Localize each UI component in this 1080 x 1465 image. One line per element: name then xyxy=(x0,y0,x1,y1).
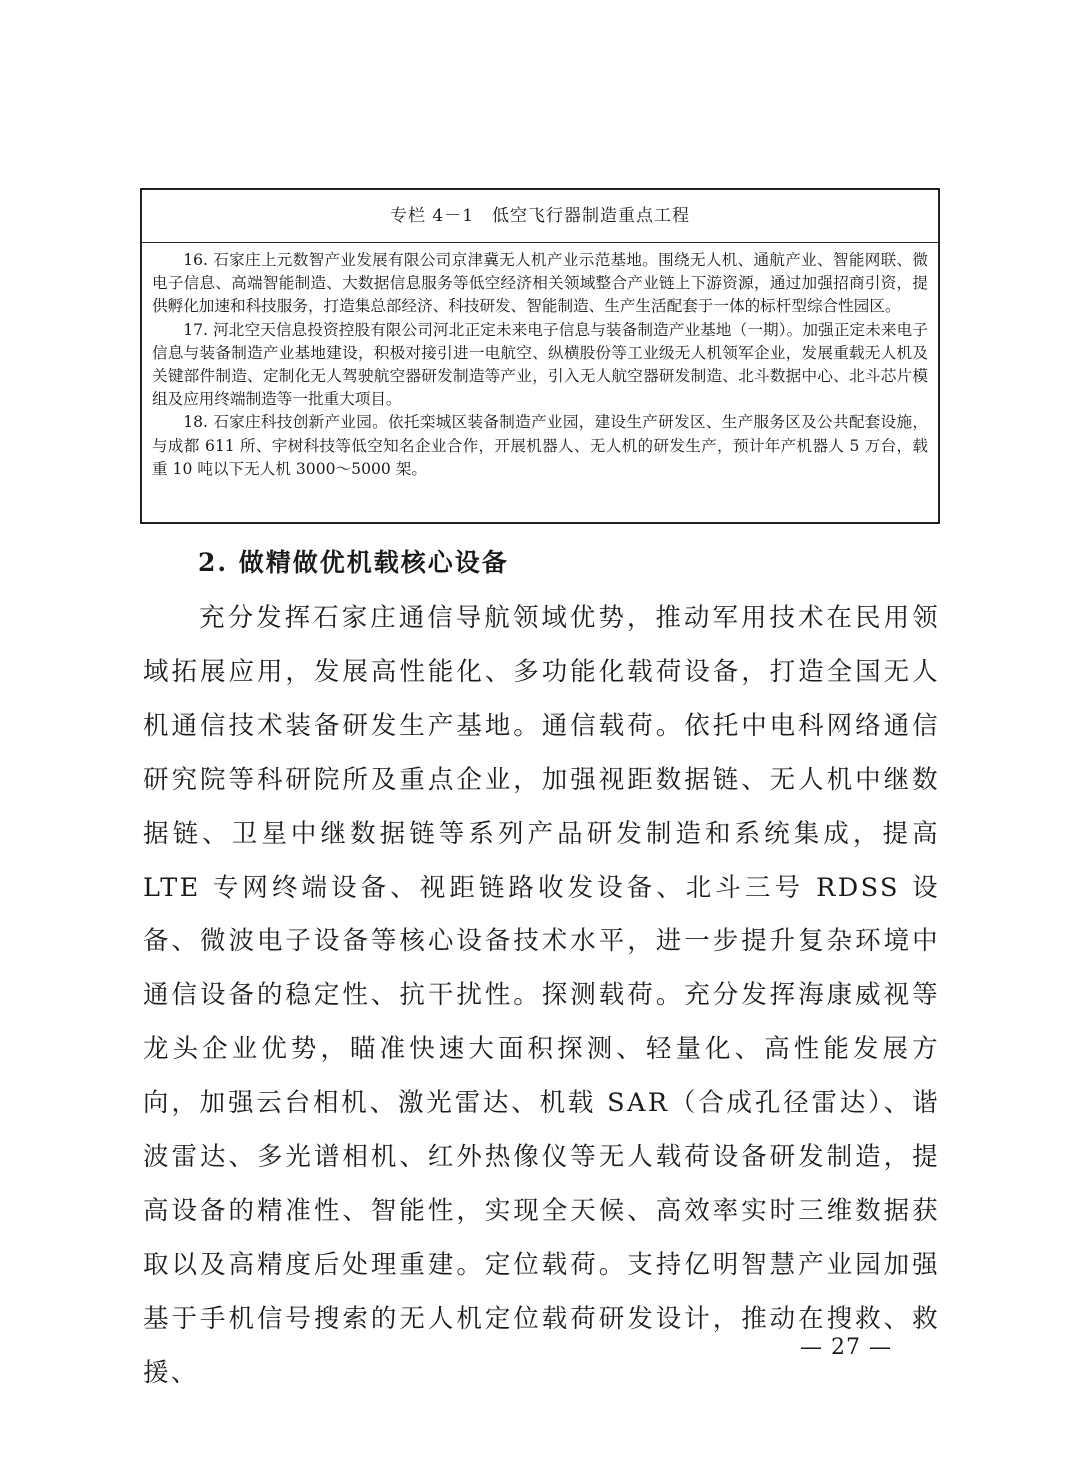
section-heading: 2. 做精做优机载核心设备 xyxy=(198,548,509,577)
column-box-item-17: 17. 河北空天信息投资控股有限公司河北正定未来电子信息与装备制造产业基地（一期）。加强正定未来电子信息与装备制造产业基地建设，积极对接引进一电航空、纵横股份等工业级无人机领军企业，发展重载无人机及关键部件制造、定制化无人驾驶航空器研发制造等产业，引入无人航空器研发制造、北斗数据中心、北斗芯片模组及应用终端制造等一批重大项目。 xyxy=(152,320,928,409)
page-number: — 27 — xyxy=(800,1335,892,1360)
column-box-item-16: 16. 石家庄上元数智产业发展有限公司京津冀无人机产业示范基地。围绕无人机、通航产业、智能网联、微电子信息、高端智能制造、大数据信息服务等低空经济相关领域整合产业链上下游资源，通过加强招商引资，提供孵化加速和科技服务，打造集总部经济、科技研发、智能制造、生产生活配套于一体的标杆型综合性园区。 xyxy=(152,251,928,316)
column-box-title: 专栏 4－1 低空飞行器制造重点工程 xyxy=(142,190,938,243)
column-box xyxy=(140,188,940,524)
column-box-body xyxy=(142,243,938,481)
section-paragraph: 充分发挥石家庄通信导航领域优势，推动军用技术在民用领域拓展应用，发展高性能化、多功能化载荷设备，打造全国无人机通信技术装备研发生产基地。通信载荷。依托中电科网络通信研究院等科研院所及重点企业，加强视距数据链、无人机中继数据链、卫星中继数据链等系列产品研发制造和系统集成，提高 LTE 专网终端设备、视距链路收发设备、北斗三号 RDSS 设备、微波电子设备等核心设备技术水平，进一步提升复杂环境中通信设备的稳定性、抗干扰性。探测载荷。充分发挥海康威视等龙头企业优势，瞄准快速大面积探测、轻量化、高性能发展方向，加强云台相机、激光雷达、机载 SAR（合成孔径雷达）、谐波雷达、多光谱相机、红外热像仪等无人载荷设备研发制造，提高设备的精准性、智能性，实现全天候、高效率实时三维数据获取以及高精度后处理重建。定位载荷。支持亿明智慧产业园加强基于手机信号搜索的无人机定位载荷研发设计，推动在搜救、救援、 xyxy=(143,603,940,1388)
column-box-item-18: 18. 石家庄科技创新产业园。依托栾城区装备制造产业园，建设生产研发区、生产服务区及公共配套设施，与成都 611 所、宇树科技等低空知名企业合作，开展机器人、无人机的研发生产，预计年产机器人 5 万台，载重 10 吨以下无人机 3000～5000 架。 xyxy=(152,413,928,478)
